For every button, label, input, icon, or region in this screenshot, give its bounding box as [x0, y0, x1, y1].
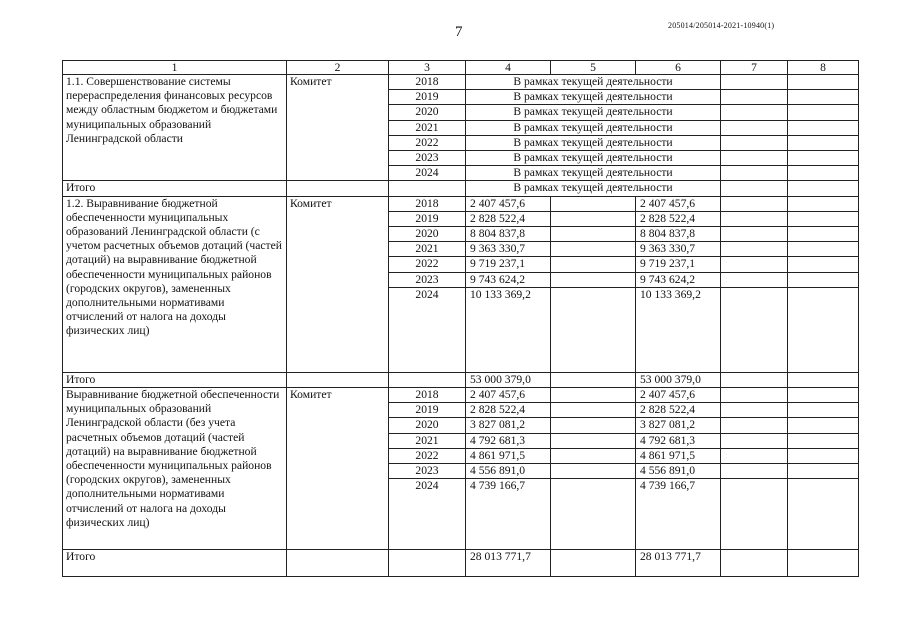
- year-cell: 2021: [389, 242, 466, 257]
- empty-cell: [721, 479, 788, 550]
- empty-cell: [788, 372, 859, 387]
- empty-cell: [551, 388, 636, 403]
- amount-total-cell: 4 556 891,0: [466, 464, 551, 479]
- year-cell: 2020: [389, 105, 466, 120]
- empty-cell: [721, 372, 788, 387]
- activity-description: 1.2. Выравнивание бюджетной обеспеченности муниципальных образований Ленинградской области (с учетом расчетных объемов дотаций (частей дотаций) на выравнивание бюджетной обеспеченности муниципальных районов (городских округов), замененных дополнительными нормативами отчислений от налога на доходы физических лиц): [63, 196, 287, 372]
- empty-cell: [551, 272, 636, 287]
- empty-cell: [721, 196, 788, 211]
- empty-cell: [721, 403, 788, 418]
- amount-regional-cell: 28 013 771,7: [636, 550, 721, 577]
- amount-regional-cell: 4 739 166,7: [636, 479, 721, 550]
- empty-cell: [551, 464, 636, 479]
- total-row: [63, 181, 859, 196]
- responsible-cell: Комитет: [287, 196, 389, 372]
- empty-cell: [551, 242, 636, 257]
- table-row: [63, 388, 859, 403]
- activity-note: В рамках текущей деятельности: [466, 151, 721, 166]
- header-cell: 1: [63, 61, 287, 75]
- total-label: Итого: [63, 372, 287, 387]
- table-row: [63, 75, 859, 90]
- empty-cell: [788, 464, 859, 479]
- empty-cell: [788, 166, 859, 181]
- amount-total-cell: 4 792 681,3: [466, 433, 551, 448]
- amount-regional-cell: 4 792 681,3: [636, 433, 721, 448]
- empty-cell: [788, 433, 859, 448]
- header-cell: 5: [551, 61, 636, 75]
- total-label: Итого: [63, 550, 287, 577]
- empty-cell: [788, 550, 859, 577]
- empty-cell: [551, 227, 636, 242]
- activity-note: В рамках текущей деятельности: [466, 90, 721, 105]
- empty-cell: [788, 75, 859, 90]
- empty-cell: [551, 287, 636, 372]
- amount-total-cell: 3 827 081,2: [466, 418, 551, 433]
- empty-cell: [551, 211, 636, 226]
- year-cell: 2020: [389, 418, 466, 433]
- year-cell: 2018: [389, 196, 466, 211]
- empty-cell: [721, 211, 788, 226]
- year-cell: 2019: [389, 90, 466, 105]
- empty-cell: [551, 403, 636, 418]
- empty-cell: [788, 272, 859, 287]
- header-cell: 3: [389, 61, 466, 75]
- year-cell: 2023: [389, 464, 466, 479]
- header-cell: 4: [466, 61, 551, 75]
- amount-total-cell: 10 133 369,2: [466, 287, 551, 372]
- empty-cell: [721, 90, 788, 105]
- empty-cell: [551, 448, 636, 463]
- empty-cell: [721, 272, 788, 287]
- year-cell: 2022: [389, 257, 466, 272]
- year-cell: 2019: [389, 211, 466, 226]
- amount-total-cell: 4 861 971,5: [466, 448, 551, 463]
- empty-cell: [389, 550, 466, 577]
- empty-cell: [551, 196, 636, 211]
- empty-cell: [551, 479, 636, 550]
- amount-regional-cell: 2 828 522,4: [636, 403, 721, 418]
- amount-total-cell: 2 828 522,4: [466, 211, 551, 226]
- activity-note: В рамках текущей деятельности: [466, 105, 721, 120]
- empty-cell: [721, 418, 788, 433]
- amount-regional-cell: 9 363 330,7: [636, 242, 721, 257]
- amount-regional-cell: 4 556 891,0: [636, 464, 721, 479]
- amount-total-cell: 2 828 522,4: [466, 403, 551, 418]
- amount-regional-cell: 53 000 379,0: [636, 372, 721, 387]
- header-cell: 8: [788, 61, 859, 75]
- empty-cell: [788, 151, 859, 166]
- amount-total-cell: 9 719 237,1: [466, 257, 551, 272]
- empty-cell: [788, 257, 859, 272]
- year-cell: 2018: [389, 388, 466, 403]
- empty-cell: [721, 105, 788, 120]
- amount-regional-cell: 9 743 624,2: [636, 272, 721, 287]
- amount-total-cell: 9 363 330,7: [466, 242, 551, 257]
- empty-cell: [788, 418, 859, 433]
- empty-cell: [551, 257, 636, 272]
- empty-cell: [721, 550, 788, 577]
- empty-cell: [721, 120, 788, 135]
- year-cell: 2024: [389, 166, 466, 181]
- empty-cell: [721, 75, 788, 90]
- empty-cell: [788, 181, 859, 196]
- year-cell: 2023: [389, 151, 466, 166]
- total-row: [63, 372, 859, 387]
- empty-cell: [788, 287, 859, 372]
- document-id: 205014/205014-2021-10940(1): [668, 21, 775, 30]
- empty-cell: [721, 242, 788, 257]
- empty-cell: [551, 433, 636, 448]
- year-cell: 2020: [389, 227, 466, 242]
- empty-cell: [551, 418, 636, 433]
- empty-cell: [721, 166, 788, 181]
- activity-note: В рамках текущей деятельности: [466, 166, 721, 181]
- empty-cell: [287, 372, 389, 387]
- empty-cell: [788, 403, 859, 418]
- empty-cell: [788, 242, 859, 257]
- year-cell: 2024: [389, 287, 466, 372]
- amount-regional-cell: 10 133 369,2: [636, 287, 721, 372]
- empty-cell: [788, 135, 859, 150]
- empty-cell: [721, 464, 788, 479]
- amount-total-cell: 4 739 166,7: [466, 479, 551, 550]
- table-row: [63, 196, 859, 211]
- empty-cell: [788, 479, 859, 550]
- empty-cell: [721, 287, 788, 372]
- year-cell: 2021: [389, 433, 466, 448]
- responsible-cell: Комитет: [287, 75, 389, 181]
- page-number: 7: [455, 24, 463, 40]
- empty-cell: [389, 181, 466, 196]
- year-cell: 2018: [389, 75, 466, 90]
- empty-cell: [551, 372, 636, 387]
- responsible-cell: Комитет: [287, 388, 389, 550]
- activity-note: В рамках текущей деятельности: [466, 181, 721, 196]
- empty-cell: [287, 181, 389, 196]
- header-cell: 7: [721, 61, 788, 75]
- empty-cell: [721, 433, 788, 448]
- amount-total-cell: 53 000 379,0: [466, 372, 551, 387]
- empty-cell: [788, 227, 859, 242]
- year-cell: 2024: [389, 479, 466, 550]
- amount-regional-cell: 2 828 522,4: [636, 211, 721, 226]
- amount-total-cell: 8 804 837,8: [466, 227, 551, 242]
- empty-cell: [788, 211, 859, 226]
- year-cell: 2023: [389, 272, 466, 287]
- empty-cell: [788, 105, 859, 120]
- empty-cell: [721, 151, 788, 166]
- activity-note: В рамках текущей деятельности: [466, 120, 721, 135]
- year-cell: 2021: [389, 120, 466, 135]
- budget-table: [62, 60, 859, 577]
- year-cell: 2022: [389, 135, 466, 150]
- header-row: [63, 61, 859, 75]
- empty-cell: [551, 550, 636, 577]
- total-label: Итого: [63, 181, 287, 196]
- amount-total-cell: 9 743 624,2: [466, 272, 551, 287]
- amount-total-cell: 28 013 771,7: [466, 550, 551, 577]
- amount-regional-cell: 9 719 237,1: [636, 257, 721, 272]
- empty-cell: [721, 135, 788, 150]
- empty-cell: [721, 181, 788, 196]
- total-row: [63, 550, 859, 577]
- activity-note: В рамках текущей деятельности: [466, 75, 721, 90]
- amount-total-cell: 2 407 457,6: [466, 388, 551, 403]
- activity-description: 1.1. Совершенствование системы перераспределения финансовых ресурсов между областным бюджетом и бюджетами муниципальных образований Ленинградской области: [63, 75, 287, 181]
- empty-cell: [721, 257, 788, 272]
- empty-cell: [788, 196, 859, 211]
- amount-regional-cell: 2 407 457,6: [636, 196, 721, 211]
- year-cell: 2022: [389, 448, 466, 463]
- amount-regional-cell: 2 407 457,6: [636, 388, 721, 403]
- empty-cell: [721, 448, 788, 463]
- empty-cell: [788, 388, 859, 403]
- empty-cell: [788, 120, 859, 135]
- year-cell: 2019: [389, 403, 466, 418]
- header-cell: 2: [287, 61, 389, 75]
- amount-regional-cell: 8 804 837,8: [636, 227, 721, 242]
- amount-regional-cell: 4 861 971,5: [636, 448, 721, 463]
- empty-cell: [788, 90, 859, 105]
- amount-regional-cell: 3 827 081,2: [636, 418, 721, 433]
- empty-cell: [788, 448, 859, 463]
- empty-cell: [287, 550, 389, 577]
- amount-total-cell: 2 407 457,6: [466, 196, 551, 211]
- empty-cell: [721, 227, 788, 242]
- empty-cell: [721, 388, 788, 403]
- activity-note: В рамках текущей деятельности: [466, 135, 721, 150]
- activity-description: Выравнивание бюджетной обеспеченности муниципальных образований Ленинградской области (без учета расчетных объемов дотаций (частей дотаций) на выравнивание бюджетной обеспеченности муниципальных районов (городских округов), замененных дополнительными нормативами отчислений от налога на доходы физических лиц): [63, 388, 287, 550]
- empty-cell: [389, 372, 466, 387]
- header-cell: 6: [636, 61, 721, 75]
